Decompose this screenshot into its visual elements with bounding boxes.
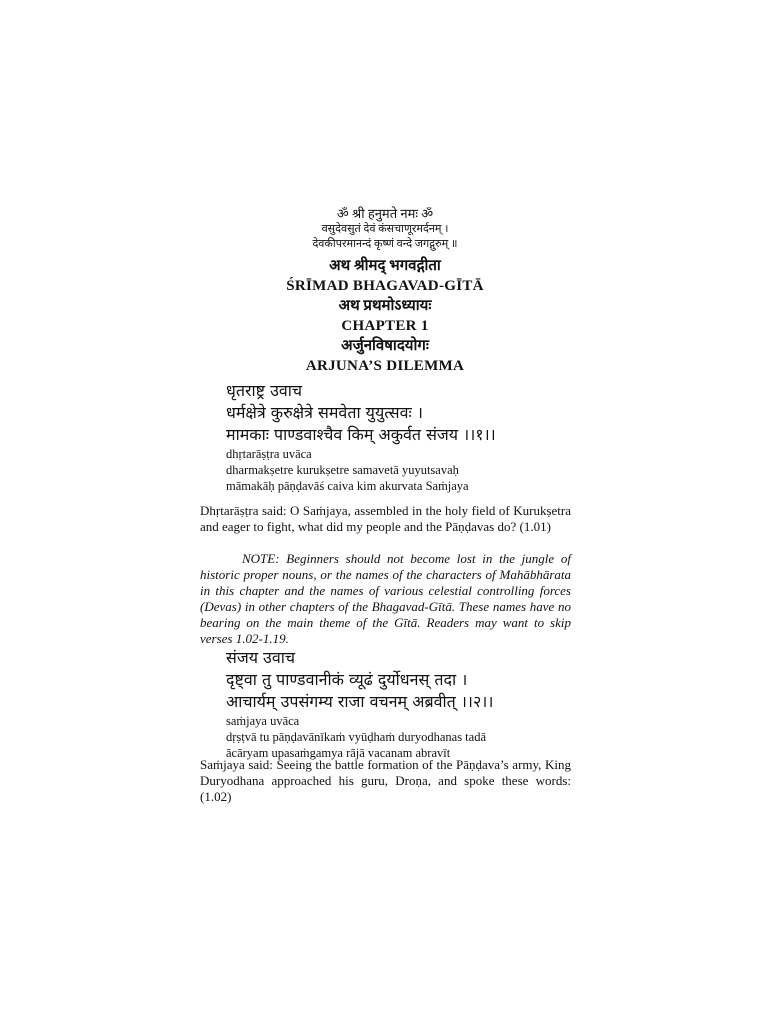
title-sanskrit: अथ श्रीमद् भगवद्गीता <box>329 258 441 274</box>
verse-2-deva-speaker: संजय उवाच <box>226 648 296 667</box>
title-block <box>200 256 570 376</box>
subject-sanskrit: अर्जुनविषादयोगः <box>341 338 429 354</box>
chapter-english: CHAPTER 1 <box>341 318 429 334</box>
invocation-line: ॐ श्री हनुमते नमः ॐ <box>336 206 434 221</box>
verse-1-deva-line-1: धर्मक्षेत्रे कुरुक्षेत्रे समवेता युयुत्सवः । <box>226 403 423 422</box>
verse-1-translit-line-1: dharmakṣetre kurukṣetre samavetā yuyutsavaḥ <box>226 463 459 477</box>
verse-1-translit-line-2: māmakāḥ pāṇḍavāś caiva kim akurvata Saṁjaya <box>226 479 469 493</box>
subject-english: ARJUNA’S DILEMMA <box>305 358 465 374</box>
verse-2-deva-line-2: आचार्यम् उपसंगम्य राजा वचनम् अब्रवीत् ।।२।। <box>226 692 494 711</box>
sloka-line-2: देवकीपरमानन्दं कृष्णं वन्दे जगद्गुरुम् ॥ <box>312 238 458 250</box>
note-paragraph <box>200 551 571 647</box>
chapter-sanskrit: अथ प्रथमोऽध्यायः <box>338 298 432 314</box>
verse-1-deva-speaker: धृतराष्ट्र उवाच <box>226 381 303 400</box>
verse-2-translation: Saṁjaya said: Seeing the battle formation of the Pāṇḍava’s army, King Duryodhana approached his guru, Droṇa, and spoke these words: (1.02) <box>200 757 571 804</box>
verse-1-deva-line-2: मामकाः पाण्डवाश्चैव किम् अकुर्वत संजय ।।१।। <box>226 425 496 444</box>
verse-1 <box>226 380 586 494</box>
note-text: NOTE: Beginners should not become lost in the jungle of historic proper nouns, or the names of the characters of Mahābhārata in this chapter and the names of various celestial controlling forces (Devas) in other chapters of the Bhagavad-Gītā. These names have no bearing on the main theme of the Gītā. Readers may want to skip verses 1.02-1.19. <box>200 551 571 646</box>
verse-2 <box>226 647 586 761</box>
verse-1-translation: Dhṛtarāṣṭra said: O Saṁjaya, assembled in the holy field of Kurukṣetra and eager to fight, what did my people and the Pāṇḍavas do? (1.01) <box>200 503 571 534</box>
title-english: ŚRĪMAD BHAGAVAD-GĪTĀ <box>286 278 484 294</box>
invocation-block <box>200 206 570 252</box>
verse-2-translit-speaker: saṁjaya uvāca <box>226 714 300 728</box>
verse-1-translit-speaker: dhṛtarāṣṭra uvāca <box>226 447 312 461</box>
sloka-line-1: वसुदेवसुतं देवं कंसचाणूरमर्दनम् । <box>321 223 449 235</box>
verse-2-translit-line-1: dṛṣṭvā tu pāṇḍavānīkaṁ vyūḍhaṁ duryodhanas tadā <box>226 730 486 744</box>
verse-2-deva-line-1: दृष्ट्वा तु पाण्डवानीकं व्यूढं दुर्योधनस् तदा । <box>226 670 468 689</box>
verse-2-translit-line-2: ācāryam upasaṁgamya rājā vacanam abravīt <box>226 746 451 760</box>
